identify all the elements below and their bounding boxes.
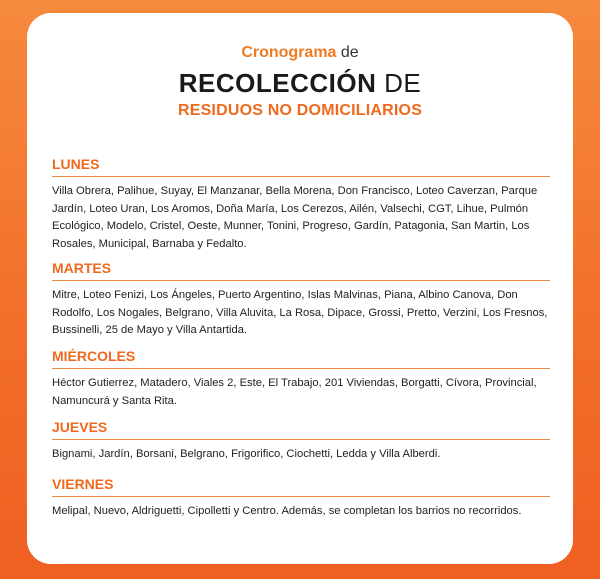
- section-miercoles: [52, 347, 550, 410]
- header: [27, 43, 573, 121]
- schedule-card: [27, 13, 573, 564]
- day-heading: MIÉRCOLES: [52, 347, 550, 369]
- title-de-2: DE: [384, 68, 422, 98]
- title-cronograma: Cronograma: [241, 44, 337, 61]
- neighborhood-list: Villa Obrera, Palihue, Suyay, El Manzanar, Bella Morena, Don Francisco, Loteo Caverzan, Parque Jardín, Loteo Uran, Los Aromos, Doña María, Los Cerezos, Ailén, Valsechi, CGT, Lihue, Pulmón Ecológico, Modelo, Cristel, Oeste, Munner, Tonini, Progreso, Gardín, Patagonia, San Martin, Los Rosales, Municipal, Barnaba y Fedalto.: [52, 185, 538, 250]
- title-line-3: RESIDUOS NO DOMICILIARIOS: [177, 102, 423, 119]
- day-heading: JUEVES: [52, 418, 550, 440]
- section-jueves: [52, 418, 550, 464]
- neighborhood-list: Bignami, Jardín, Borsani, Belgrano, Frigorifico, Ciochetti, Ledda y Villa Alberdi.: [52, 448, 441, 460]
- title-recoleccion: RECOLECCIÓN: [178, 68, 377, 98]
- title-line-2: [27, 67, 573, 99]
- day-heading: LUNES: [52, 155, 550, 177]
- title-de: de: [340, 44, 359, 61]
- section-lunes: [52, 155, 550, 253]
- neighborhood-list: Héctor Gutierrez, Matadero, Viales 2, Este, El Trabajo, 201 Viviendas, Borgatti, Cívora, Provincial, Namuncurá y Santa Rita.: [52, 377, 537, 407]
- title-line-1: [27, 43, 573, 63]
- section-viernes: [52, 475, 550, 521]
- section-martes: [52, 259, 550, 340]
- neighborhood-list: Melipal, Nuevo, Aldriguetti, Cipolletti y Centro. Además, se completan los barrios no recorridos.: [52, 505, 522, 517]
- day-heading: VIERNES: [52, 475, 550, 497]
- neighborhood-list: Mitre, Loteo Fenizi, Los Ángeles, Puerto Argentino, Islas Malvinas, Piana, Albino Canova, Don Rodolfo, Los Nogales, Belgrano, Villa Aluvita, La Rosa, Dipace, Grossi, Pretto, Verzini, Los Fresnos, Bussinelli, 25 de Mayo y Villa Antartida.: [52, 289, 548, 336]
- day-heading: MARTES: [52, 259, 550, 281]
